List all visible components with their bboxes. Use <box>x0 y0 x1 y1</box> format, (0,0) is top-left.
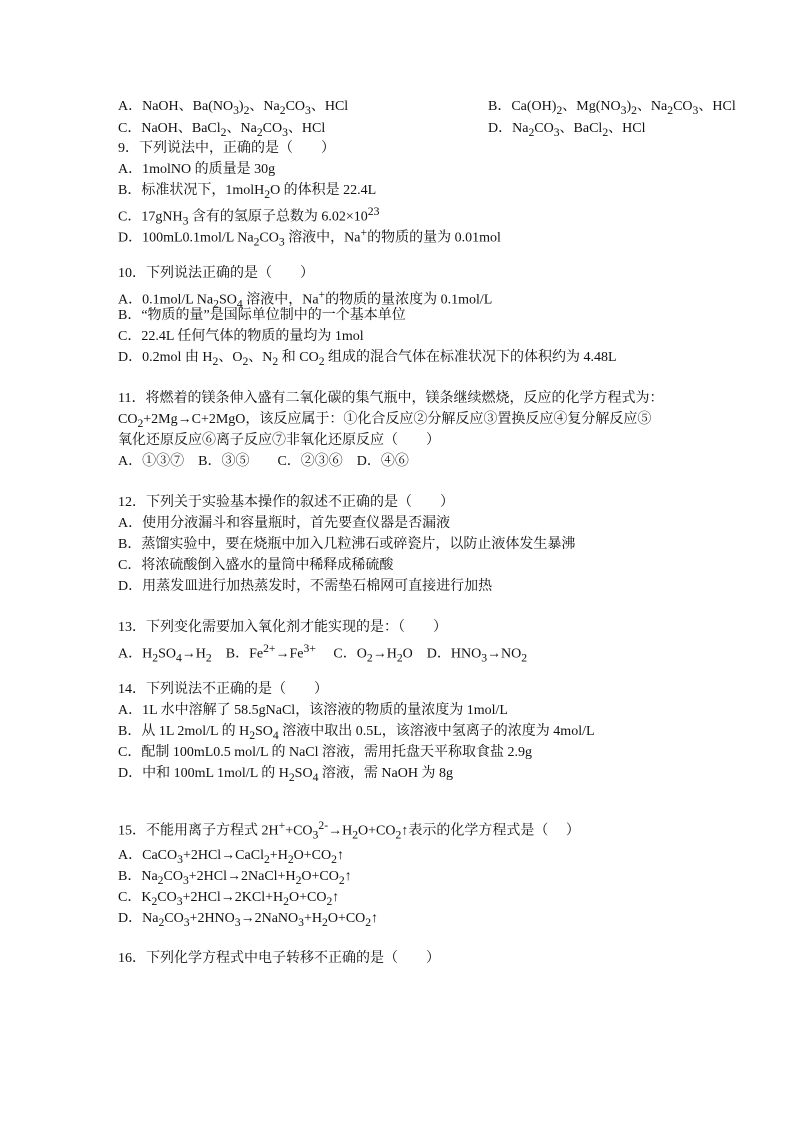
q10-option-b: B．“物质的量”是国际单位制中的一个基本单位 <box>118 308 406 323</box>
q8-option-d: D．$Na_2CO_3$、BaCl$_2$、HCl <box>488 121 646 139</box>
q15-stem: 15．不能用离子方程式 $2H^++CO_3^{2-}\to H_2O+CO_2↑$表示的化学方程式是（ ） <box>118 819 580 842</box>
q10-option-c: C．22.4L 任何气体的物质的量均为 1mol <box>118 329 364 344</box>
q14-stem: 14．下列说法不正确的是（ ） <box>118 682 328 697</box>
q15-option-d: D．$Na_2CO_3+2HNO_3\to 2NaNO_3+H_2O+CO_2↑$ <box>118 911 379 929</box>
q9-stem: 9．下列说法中，正确的是（ ） <box>118 141 335 156</box>
q12-option-d: D．用蒸发皿进行加热蒸发时，不需垫石棉网可直接进行加热 <box>118 579 493 594</box>
q14-option-d: D．中和 100mL 1mol/L 的 $H_2SO_4$ 溶液，需 NaOH 为 8g <box>118 766 453 784</box>
q9-option-a: A．1molNO 的质量是 30g <box>118 162 276 177</box>
q12-option-b: B．蒸馏实验中，要在烧瓶中加入几粒沸石或碎瓷片，以防止液体发生暴沸 <box>118 537 576 552</box>
q16-stem: 16．下列化学方程式中电子转移不正确的是（ ） <box>118 951 440 966</box>
q13-options: A．$H_2SO_4\to H_2$ B．$Fe^{2+}\to Fe^{3+}$ C．$O_2\to H_2O$ D．$HNO_3\to NO_2$ <box>118 642 528 665</box>
q15-option-c: C．$K_2CO_3+2HCl\to 2KCl+H_2O+CO_2↑$ <box>118 890 340 908</box>
q10-option-d: D．0.2mol 由 $H_2$、$O_2$、$N_2$ 和 $CO_2$ 组成的混合气体在标准状况下的体积约为 4.48L <box>118 350 617 368</box>
q14-option-a: A．1L 水中溶解了 58.5gNaCl，该溶液的物质的量浓度为 1mol/L <box>118 703 508 718</box>
q14-option-b: B．从 1L 2mol/L 的 $H_2SO_4$ 溶液中取出 0.5L，该溶液中氢离子的浓度为 4mol/L <box>118 724 595 742</box>
q9-option-c: C．17gNH$_3$ 含有的氢原子总数为 $6.02\times 10^{23}$ <box>118 205 380 228</box>
q12-option-c: C．将浓硫酸倒入盛水的量筒中稀释成稀硫酸 <box>118 558 394 573</box>
q13-stem: 13．下列变化需要加入氧化剂才能实现的是：（ ） <box>118 620 447 635</box>
q15-option-a: A．$CaCO_3+2HCl\to CaCl_2+H_2O+CO_2↑$ <box>118 848 344 866</box>
q9-option-b: B．标准状况下，1molH$_2$O 的体积是 22.4L <box>118 183 377 201</box>
q8-option-b: B．$Ca(OH)_2$、$Mg(NO_3)_2$、$Na_2CO_3$、HCl <box>488 99 736 117</box>
q11-options: A．①③⑦ B．③⑤ C．②③⑥ D．④⑥ <box>118 454 409 469</box>
q9-option-d: D．100mL0.1mol/L $Na_2CO_3$ 溶液中，Na+的物质的量为 0.01mol <box>118 226 501 249</box>
q8-option-a: A．NaOH、$Ba(NO_3)_2$、$Na_2CO_3$、HCl B．$Ca(OH)_2$、$Mg(NO_3)_2$、$Na_2CO_3$、HCl <box>118 99 736 117</box>
q12-option-a: A．使用分液漏斗和容量瓶时，首先要查仪器是否漏液 <box>118 516 451 531</box>
q11-stem-line3: 氧化还原反应⑥离子反应⑦非氧化还原反应（ ） <box>118 433 440 448</box>
q8-option-c: C．NaOH、BaCl$_2$、$Na_2CO_3$、HCl D．$Na_2CO_3$、BaCl$_2$、HCl <box>118 121 646 139</box>
q12-stem: 12．下列关于实验基本操作的叙述不正确的是（ ） <box>118 495 454 510</box>
q10-option-a: A．0.1mol/L $Na_2SO_4$ 溶液中，Na+的物质的量浓度为 0.1mol/L <box>118 288 493 311</box>
q15-option-b: B．$Na_2CO_3+2HCl\to 2NaCl+H_2O+CO_2↑$ <box>118 869 352 887</box>
q11-stem-line1: 11．将燃着的镁条伸入盛有二氧化碳的集气瓶中，镁条继续燃烧，反应的化学方程式为： <box>118 391 664 406</box>
q10-stem: 10．下列说法正确的是（ ） <box>118 266 314 281</box>
q11-stem-line2: $CO_2+2Mg\to C+2MgO$，该反应属于：①化合反应②分解反应③置换反应④复分解反应⑤ <box>118 412 652 430</box>
q14-option-c: C．配制 100mL0.5 mol/L 的 NaCl 溶液，需用托盘天平称取食盐 2.9g <box>118 745 533 760</box>
